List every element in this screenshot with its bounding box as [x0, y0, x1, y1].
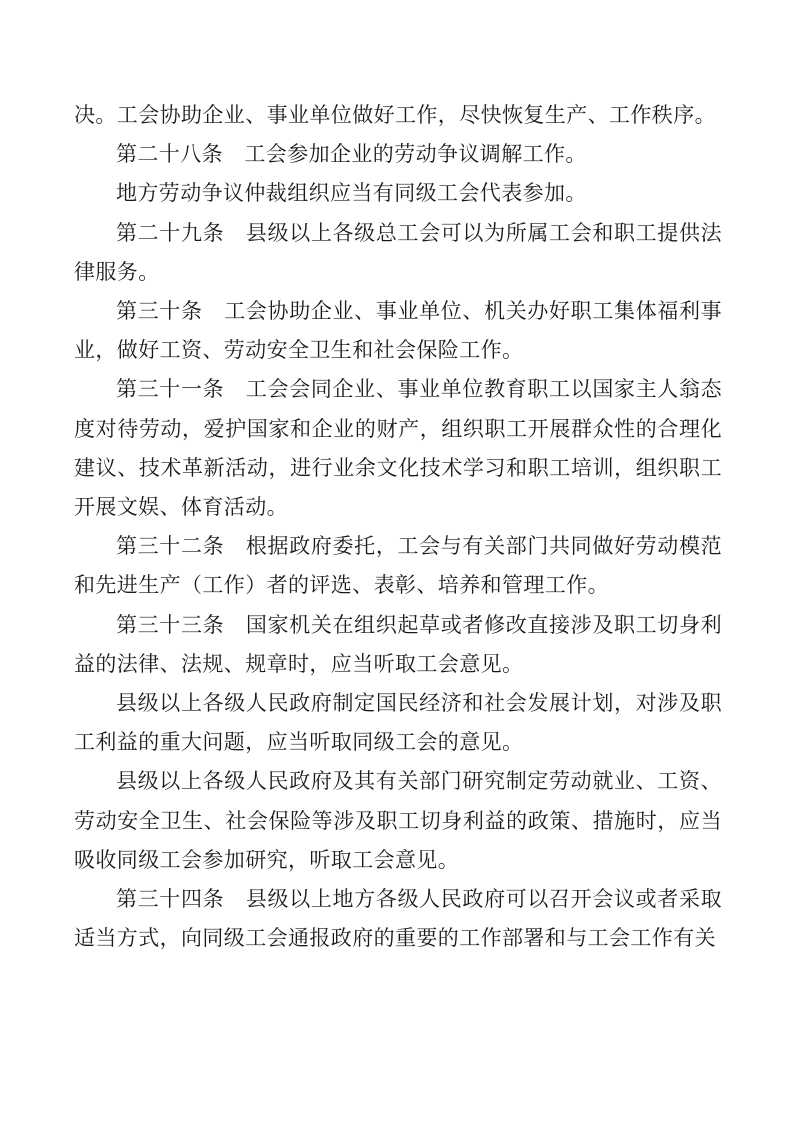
paragraph-article-31: 第三十一条 工会会同企业、事业单位教育职工以国家主人翁态度对待劳动，爱护国家和企业的财产，组织职工开展群众性的合理化建议、技术革新活动，进行业余文化技术学习和职工培训，组织职工开展文娱、体育活动。 — [74, 377, 722, 520]
paragraph-article-33-clause-3: 县级以上各级人民政府及其有关部门研究制定劳动就业、工资、劳动安全卫生、社会保险等涉及职工切身利益的政策、措施时，应当吸收同级工会参加研究，听取工会意见。 — [74, 769, 722, 872]
paragraph-article-30: 第三十条 工会协助企业、事业单位、机关办好职工集体福利事业，做好工资、劳动安全卫生和社会保险工作。 — [74, 299, 722, 363]
paragraph-article-28-clause-2: 地方劳动争议仲裁组织应当有同级工会代表参加。 — [116, 181, 587, 206]
paragraph-article-33-clause-2: 县级以上各级人民政府制定国民经济和社会发展计划，对涉及职工利益的重大问题，应当听取同级工会的意见。 — [74, 691, 722, 755]
paragraph-article-29: 第二十九条 县级以上各级总工会可以为所属工会和职工提供法律服务。 — [74, 220, 722, 284]
paragraph-article-33: 第三十三条 国家机关在组织起草或者修改直接涉及职工切身利益的法律、法规、规章时，应当听取工会意见。 — [74, 612, 722, 676]
paragraph-article-32: 第三十二条 根据政府委托，工会与有关部门共同做好劳动模范和先进生产（工作）者的评选、表彰、培养和管理工作。 — [74, 534, 722, 598]
paragraph-article-28: 第二十八条 工会参加企业的劳动争议调解工作。 — [116, 142, 587, 167]
document-body — [74, 96, 722, 958]
paragraph-article-34: 第三十四条 县级以上地方各级人民政府可以召开会议或者采取适当方式，向同级工会通报政府的重要的工作部署和与工会工作有关 — [74, 887, 722, 951]
paragraph-continuation: 决。工会协助企业、事业单位做好工作，尽快恢复生产、工作秩序。 — [74, 103, 716, 127]
